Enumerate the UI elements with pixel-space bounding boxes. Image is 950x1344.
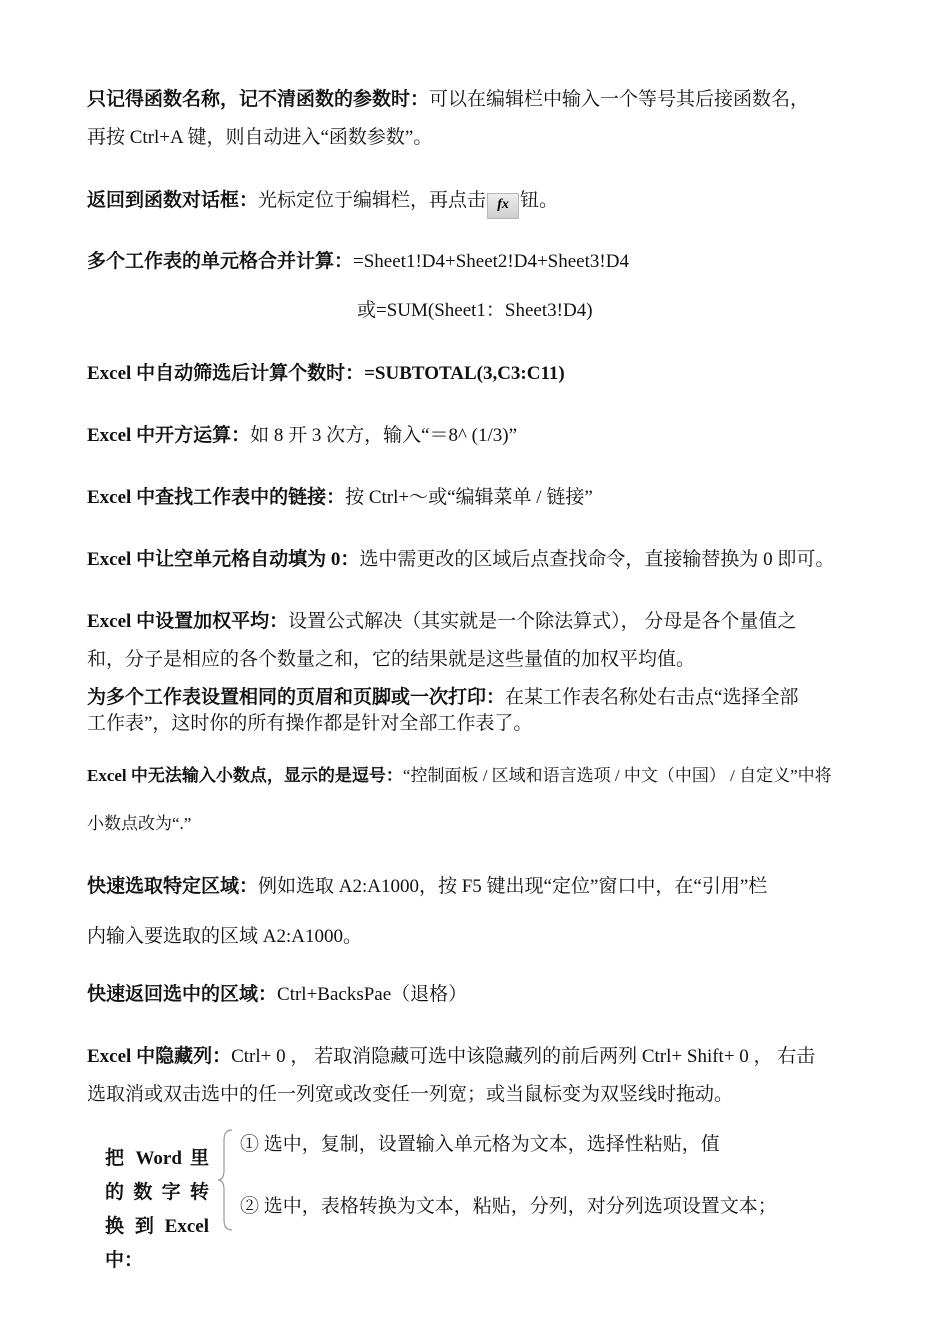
- tip-text-line2: 再按 Ctrl+A 键，则自动进入“函数参数”。: [87, 127, 433, 148]
- tip-title: 为多个工作表设置相同的页眉和页脚或一次打印：: [87, 687, 506, 708]
- tip-multi-sheet-sum-alt: [357, 292, 950, 330]
- tip-decimal-point: [87, 752, 877, 848]
- tip-text: Ctrl+ 0 ， 若取消隐藏可选中该隐藏列的前后两列 Ctrl+ Shift+ 0 ， 右击: [231, 1046, 816, 1067]
- tip-function-params: [87, 81, 877, 157]
- tip-text-line2: 选取消或双击选中的任一列宽或改变任一列宽；或当鼠标变为双竖线时拖动。: [87, 1084, 734, 1105]
- tip-text: =SUBTOTAL(3,C3:C11): [364, 363, 565, 384]
- tip-text: 在某工作表名称处右击点“选择全部: [505, 687, 799, 708]
- tip-fill-zero: [87, 541, 877, 579]
- label-line: 中：: [105, 1250, 144, 1271]
- tip-text: 例如选取 A2:A1000，按 F5 键出现“定位”窗口中，在“引用”栏: [258, 876, 768, 897]
- tip-multi-sheet-sum: [87, 243, 877, 281]
- tip-return-dialog: [87, 182, 877, 220]
- tip-title: Excel 中隐藏列：: [87, 1046, 232, 1067]
- tip-text: =Sheet1!D4+Sheet2!D4+Sheet3!D4: [353, 251, 629, 272]
- tip-title: 多个工作表的单元格合并计算：: [87, 251, 354, 272]
- tip-text: 如 8 开 3 次方，输入“＝8^ (1/3)”: [250, 425, 518, 446]
- tip-text-line2: 或=SUM(Sheet1：Sheet3!D4): [357, 300, 593, 321]
- word-to-excel-label: [105, 1142, 209, 1278]
- tip-text-line2: 小数点改为“.”: [87, 814, 192, 833]
- tip-title: Excel 中查找工作表中的链接：: [87, 487, 346, 508]
- fx-icon: fx: [487, 193, 519, 219]
- label-line: 的 数 字 转: [105, 1182, 209, 1203]
- tip-title: 返回到函数对话框：: [87, 190, 259, 211]
- option-1: ① 选中，复制，设置输入单元格为文本，选择性粘贴，值: [240, 1134, 720, 1155]
- tip-title: 快速返回选中的区域：: [87, 984, 278, 1005]
- tip-text-after: 钮。: [520, 190, 559, 211]
- tip-title: Excel 中让空单元格自动填为 0：: [87, 549, 360, 570]
- tip-title: Excel 中设置加权平均：: [87, 611, 289, 632]
- tip-subtotal: [87, 355, 877, 393]
- tip-title: Excel 中无法输入小数点，显示的是逗号：: [87, 766, 403, 785]
- tip-header-footer: [87, 685, 877, 737]
- tip-title: 快速选取特定区域：: [87, 876, 259, 897]
- tip-select-range: [87, 862, 877, 962]
- tip-title: Excel 中开方运算：: [87, 425, 251, 446]
- option-2: ② 选中，表格转换为文本，粘贴，分列，对分列选项设置文本；: [240, 1196, 777, 1217]
- tip-title: 只记得函数名称，记不清函数的参数时：: [87, 89, 430, 110]
- tip-text-line2: 和，分子是相应的各个数量之和，它的结果就是这些量值的加权平均值。: [87, 649, 696, 670]
- tip-text: 可以在编辑栏中输入一个等号其后接函数名，: [429, 89, 810, 110]
- tip-return-selection: [87, 976, 877, 1014]
- tip-weighted-average: [87, 603, 877, 679]
- tip-text: 选中需更改的区域后点查找命令，直接输替换为 0 即可。: [359, 549, 835, 570]
- tip-title: Excel 中自动筛选后计算个数时：: [87, 363, 365, 384]
- tip-text: “控制面板 / 区域和语言选项 / 中文（中国） / 自定义”中将: [402, 766, 832, 785]
- tip-text: 光标定位于编辑栏，再点击: [258, 190, 487, 211]
- tip-text: Ctrl+BacksPae（退格）: [277, 984, 468, 1005]
- label-line: 换 到 Excel: [105, 1216, 209, 1237]
- tip-text: 设置公式解决（其实就是一个除法算式）， 分母是各个量值之: [288, 611, 797, 632]
- tip-text-line2: 工作表”，这时你的所有操作都是针对全部工作表了。: [87, 713, 533, 734]
- tip-text: 按 Ctrl+～或“编辑菜单 / 链接”: [345, 487, 593, 508]
- tip-find-links: [87, 479, 877, 517]
- tip-root: [87, 417, 877, 455]
- tip-text-line2: 内输入要选取的区域 A2:A1000。: [87, 926, 362, 947]
- label-line: 把 Word 里: [105, 1148, 209, 1169]
- curly-brace-icon: [216, 1128, 236, 1232]
- tip-hide-column: [87, 1038, 877, 1114]
